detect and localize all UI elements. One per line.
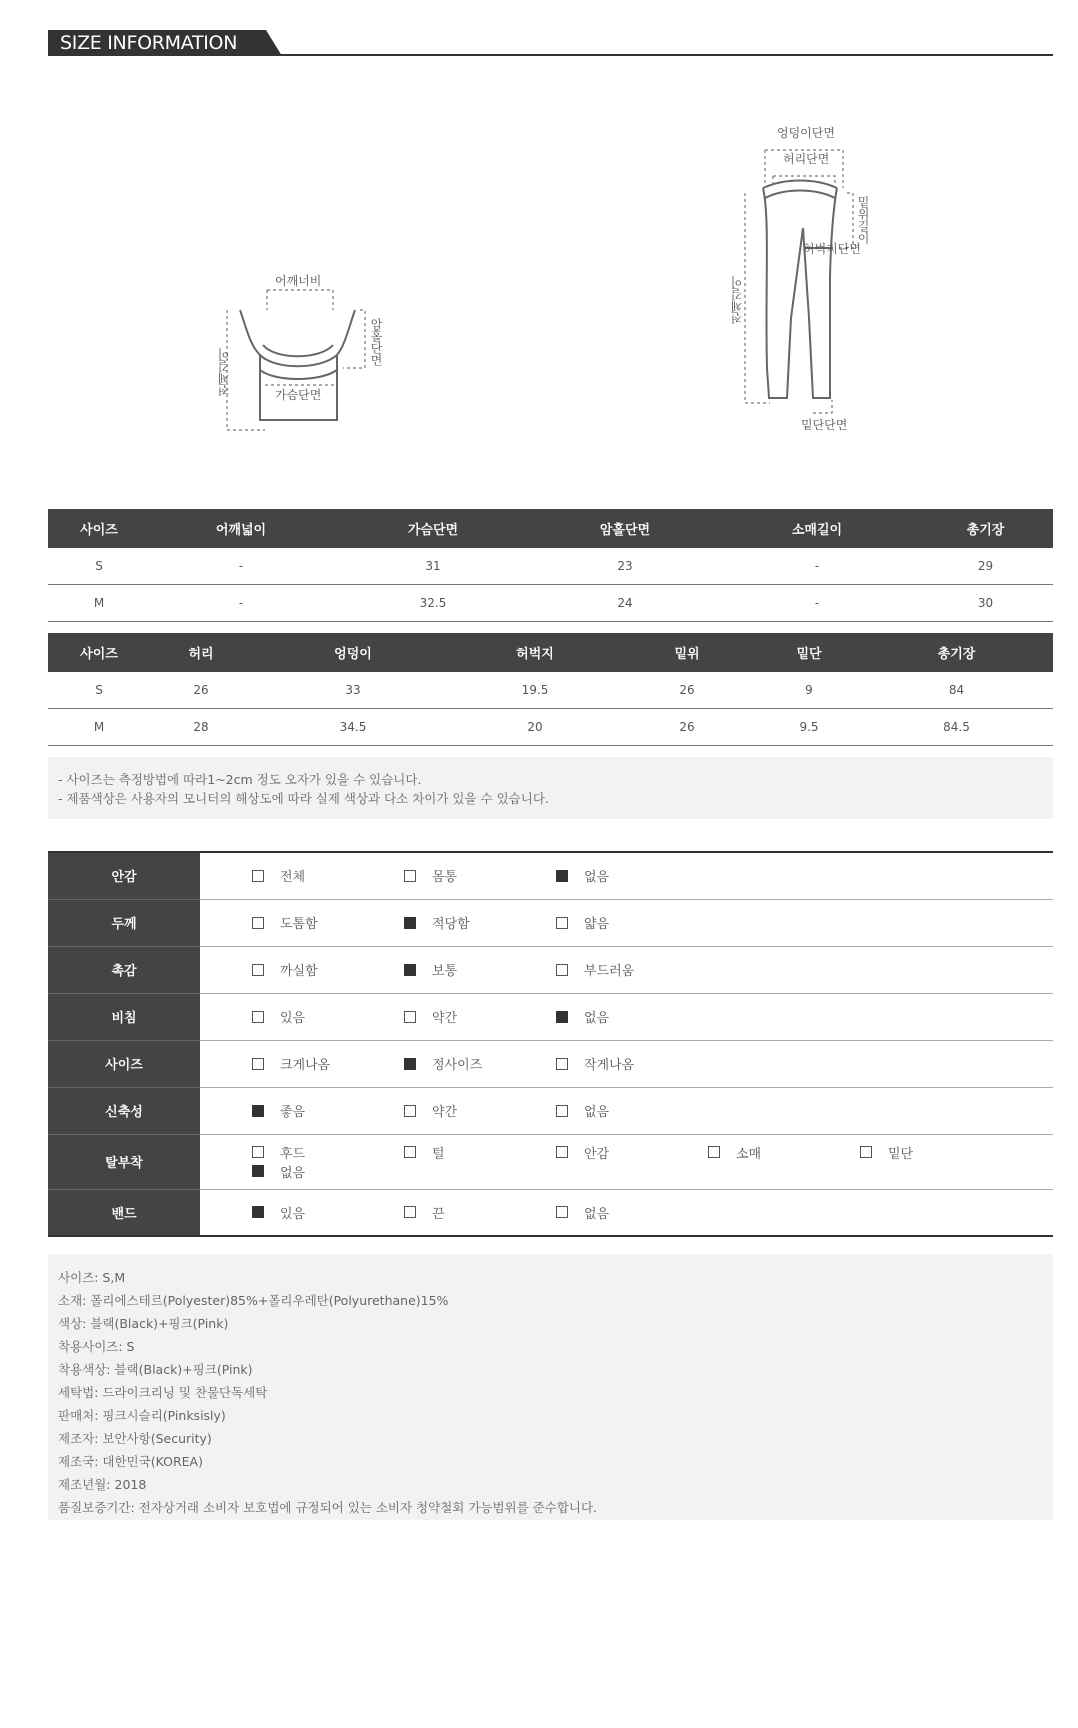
- option-item[interactable]: [252, 1203, 404, 1222]
- fabric-options-cell: [200, 993, 1053, 1040]
- unchecked-checkbox[interactable]: [556, 917, 568, 929]
- info-line: 소재: 폴리에스테르(Polyester)85%+폴리우레탄(Polyurethane)15%: [58, 1293, 449, 1308]
- option-item[interactable]: [404, 1054, 556, 1073]
- product-info-box: [48, 1254, 1053, 1520]
- option-label: 있음: [280, 1206, 306, 1222]
- checked-checkbox[interactable]: [252, 1165, 264, 1177]
- unchecked-checkbox[interactable]: [252, 1058, 264, 1070]
- option-label: 좋음: [280, 1105, 306, 1120]
- option-label: 적당함: [432, 917, 470, 932]
- top-size-table: [48, 509, 1053, 622]
- table-cell: S: [48, 672, 150, 709]
- table-cell: -: [716, 548, 918, 585]
- fabric-row-label: 신축성: [48, 1087, 200, 1134]
- option-item[interactable]: [708, 1143, 860, 1162]
- option-label: 몸통: [432, 870, 458, 886]
- fabric-row-label: 두께: [48, 899, 200, 946]
- option-item[interactable]: [252, 960, 404, 979]
- option-item[interactable]: [404, 913, 556, 932]
- table-row: [48, 709, 1053, 746]
- option-item[interactable]: [556, 1143, 708, 1162]
- option-label: 안감: [584, 1146, 610, 1162]
- info-line: 제조년월: 2018: [58, 1477, 147, 1492]
- option-item[interactable]: [252, 1007, 404, 1026]
- fabric-options-cell: [200, 1087, 1053, 1134]
- column-header: 허벅지: [454, 633, 616, 672]
- unchecked-checkbox[interactable]: [252, 1146, 264, 1158]
- unchecked-checkbox[interactable]: [404, 1105, 416, 1117]
- option-label: 도톰함: [280, 917, 318, 932]
- option-label: 털: [432, 1146, 445, 1162]
- option-label: 후드: [280, 1146, 306, 1162]
- fabric-options-cell: [200, 852, 1053, 899]
- table-cell: M: [48, 585, 150, 622]
- info-line: 판매처: 핑크시슬리(Pinksisly): [58, 1408, 226, 1423]
- table-cell: 20: [454, 709, 616, 746]
- fabric-row-label: 탈부착: [48, 1134, 200, 1189]
- column-header: 암홀단면: [534, 509, 716, 548]
- unchecked-checkbox[interactable]: [404, 1146, 416, 1158]
- unchecked-checkbox[interactable]: [252, 870, 264, 882]
- table-cell: S: [48, 548, 150, 585]
- fabric-row: [48, 993, 1053, 1040]
- option-item[interactable]: [404, 1007, 556, 1026]
- table-row: [48, 548, 1053, 585]
- unchecked-checkbox[interactable]: [404, 1011, 416, 1023]
- fabric-options-cell: [200, 1040, 1053, 1087]
- option-item[interactable]: [556, 1054, 708, 1073]
- fabric-row-label: 사이즈: [48, 1040, 200, 1087]
- option-item[interactable]: [556, 960, 708, 979]
- table-cell: 31: [332, 548, 534, 585]
- unchecked-checkbox[interactable]: [556, 1058, 568, 1070]
- table-cell: 84.5: [860, 709, 1053, 746]
- unchecked-checkbox[interactable]: [252, 964, 264, 976]
- column-header: 사이즈: [48, 509, 150, 548]
- option-item[interactable]: [404, 1143, 556, 1162]
- option-item[interactable]: [252, 1162, 404, 1181]
- option-item[interactable]: [252, 1054, 404, 1073]
- table-cell: 32.5: [332, 585, 534, 622]
- option-label: 소매: [736, 1146, 762, 1162]
- tank-top-illustration: [215, 270, 385, 440]
- measurement-notes: [48, 757, 1053, 819]
- option-label: 없음: [584, 1206, 610, 1222]
- hem-width-label: 밑단단면: [801, 418, 848, 432]
- fabric-row-label: 비침: [48, 993, 200, 1040]
- fabric-options-cell: [200, 1134, 1053, 1189]
- option-label: 크게나옴: [280, 1058, 331, 1073]
- table-cell: 23: [534, 548, 716, 585]
- table-cell: 19.5: [454, 672, 616, 709]
- table-cell: 26: [616, 672, 758, 709]
- info-line: 제조자: 보안사항(Security): [58, 1431, 212, 1446]
- table-cell: 9.5: [758, 709, 860, 746]
- option-label: 약간: [432, 1011, 458, 1026]
- info-line: 착용사이즈: S: [58, 1339, 135, 1354]
- option-group: [252, 1203, 1053, 1222]
- unchecked-checkbox[interactable]: [708, 1146, 720, 1158]
- option-label: 얇음: [584, 917, 610, 932]
- checked-checkbox[interactable]: [404, 1058, 416, 1070]
- table-cell: -: [716, 585, 918, 622]
- fabric-row: [48, 1040, 1053, 1087]
- option-label: 작게나옴: [584, 1058, 635, 1073]
- table-cell: 33: [252, 672, 454, 709]
- table-header-row: [48, 633, 1053, 672]
- checked-checkbox[interactable]: [404, 917, 416, 929]
- fabric-options-cell: [200, 1189, 1053, 1236]
- info-line: 품질보증기간: 전자상거래 소비자 보호법에 규정되어 있는 소비자 청약철회 가능범위를 준수합니다.: [58, 1500, 598, 1515]
- info-line: 세탁법: 드라이크리닝 및 찬물단독세탁: [58, 1385, 268, 1400]
- option-group: [252, 913, 1053, 932]
- option-item[interactable]: [404, 866, 556, 885]
- fabric-options-cell: [200, 899, 1053, 946]
- option-item[interactable]: [556, 866, 708, 885]
- checked-checkbox[interactable]: [556, 870, 568, 882]
- table-cell: 34.5: [252, 709, 454, 746]
- fabric-row-label: 안감: [48, 852, 200, 899]
- option-item[interactable]: [556, 913, 708, 932]
- option-label: 없음: [280, 1165, 306, 1181]
- option-item[interactable]: [556, 1007, 708, 1026]
- leggings-illustration: [725, 128, 885, 438]
- option-item[interactable]: [404, 960, 556, 979]
- column-header: 허리: [150, 633, 252, 672]
- top-total-length-label: 전체길이: [217, 348, 231, 396]
- bottom-size-table: [48, 633, 1053, 746]
- option-label: 부드러움: [584, 964, 635, 979]
- column-header: 밑위: [616, 633, 758, 672]
- checked-checkbox[interactable]: [556, 1011, 568, 1023]
- table-row: [48, 585, 1053, 622]
- header-divider: [48, 54, 1053, 56]
- column-header: 소매길이: [716, 509, 918, 548]
- option-label: 까실함: [280, 964, 318, 979]
- table-cell: 29: [918, 548, 1053, 585]
- column-header: 총기장: [918, 509, 1053, 548]
- column-header: 총기장: [860, 633, 1053, 672]
- option-group: [252, 960, 1053, 979]
- unchecked-checkbox[interactable]: [252, 917, 264, 929]
- option-label: 전체: [280, 870, 306, 886]
- option-group: [252, 866, 1053, 885]
- option-label: 정사이즈: [432, 1058, 483, 1073]
- thigh-width-label: 허벅지단면: [803, 242, 861, 256]
- table-cell: -: [150, 585, 332, 622]
- table-cell: 26: [150, 672, 252, 709]
- column-header: 밑단: [758, 633, 860, 672]
- fabric-properties-table: [48, 851, 1053, 1237]
- option-group: [252, 1007, 1053, 1026]
- option-label: 없음: [584, 1105, 610, 1120]
- hip-width-label: 엉덩이단면: [777, 126, 835, 140]
- column-header: 가슴단면: [332, 509, 534, 548]
- option-item[interactable]: [556, 1101, 708, 1120]
- table-cell: 26: [616, 709, 758, 746]
- table-cell: 30: [918, 585, 1053, 622]
- rise-length-label: 밑위길이: [856, 196, 870, 244]
- checked-checkbox[interactable]: [252, 1105, 264, 1117]
- fabric-row: [48, 1087, 1053, 1134]
- option-label: 없음: [584, 870, 610, 886]
- column-header: 어깨넓이: [150, 509, 332, 548]
- info-line: 사이즈: S,M: [58, 1270, 126, 1285]
- checked-checkbox[interactable]: [252, 1206, 264, 1218]
- table-cell: 28: [150, 709, 252, 746]
- option-label: 밑단: [888, 1146, 914, 1162]
- option-group: [252, 1054, 1053, 1073]
- table-cell: M: [48, 709, 150, 746]
- table-row: [48, 672, 1053, 709]
- fabric-row: [48, 899, 1053, 946]
- section-title: SIZE INFORMATION: [48, 30, 266, 56]
- option-group: [252, 1143, 1053, 1181]
- fabric-options-cell: [200, 946, 1053, 993]
- fabric-row: [48, 1134, 1053, 1189]
- unchecked-checkbox[interactable]: [556, 1105, 568, 1117]
- note-line: - 제품색상은 사용자의 모니터의 해상도에 따라 실제 색상과 다소 차이가 있을 수 있습니다.: [58, 791, 549, 806]
- option-item[interactable]: [252, 1143, 404, 1162]
- fabric-row: [48, 946, 1053, 993]
- unchecked-checkbox[interactable]: [404, 870, 416, 882]
- waist-width-label: 허리단면: [783, 152, 830, 166]
- option-item[interactable]: [252, 1101, 404, 1120]
- bottom-garment-diagram: [725, 128, 885, 438]
- option-item[interactable]: [556, 1203, 708, 1222]
- unchecked-checkbox[interactable]: [252, 1011, 264, 1023]
- shoulder-width-label: 어깨너비: [275, 274, 322, 288]
- fabric-row: [48, 852, 1053, 899]
- option-label: 없음: [584, 1011, 610, 1026]
- info-line: 색상: 블랙(Black)+핑크(Pink): [58, 1316, 229, 1331]
- chest-width-label: 가슴단면: [275, 388, 322, 402]
- table-cell: -: [150, 548, 332, 585]
- option-group: [252, 1101, 1053, 1120]
- option-item[interactable]: [860, 1143, 1012, 1162]
- unchecked-checkbox[interactable]: [404, 1206, 416, 1218]
- unchecked-checkbox[interactable]: [556, 1206, 568, 1218]
- column-header: 사이즈: [48, 633, 150, 672]
- unchecked-checkbox[interactable]: [556, 964, 568, 976]
- table-header-row: [48, 509, 1053, 548]
- section-header: [48, 30, 1053, 56]
- info-line: 착용색상: 블랙(Black)+핑크(Pink): [58, 1362, 253, 1377]
- unchecked-checkbox[interactable]: [860, 1146, 872, 1158]
- option-label: 보통: [432, 964, 458, 979]
- armhole-label: 암홀단면: [369, 318, 383, 366]
- fabric-row-label: 촉감: [48, 946, 200, 993]
- bottom-total-length-label: 전체길이: [730, 276, 744, 324]
- table-cell: 9: [758, 672, 860, 709]
- fabric-row-label: 밴드: [48, 1189, 200, 1236]
- option-label: 있음: [280, 1011, 306, 1026]
- column-header: 엉덩이: [252, 633, 454, 672]
- table-cell: 84: [860, 672, 1053, 709]
- table-cell: 24: [534, 585, 716, 622]
- info-line: 제조국: 대한민국(KOREA): [58, 1454, 203, 1469]
- note-line: - 사이즈는 측정방법에 따라1~2cm 정도 오자가 있을 수 있습니다.: [58, 772, 422, 787]
- option-item[interactable]: [404, 1203, 556, 1222]
- fabric-row: [48, 1189, 1053, 1236]
- option-item[interactable]: [252, 866, 404, 885]
- unchecked-checkbox[interactable]: [556, 1146, 568, 1158]
- option-item[interactable]: [252, 913, 404, 932]
- option-label: 약간: [432, 1105, 458, 1120]
- top-garment-diagram: [215, 270, 385, 440]
- checked-checkbox[interactable]: [404, 964, 416, 976]
- option-label: 끈: [432, 1206, 445, 1222]
- option-item[interactable]: [404, 1101, 556, 1120]
